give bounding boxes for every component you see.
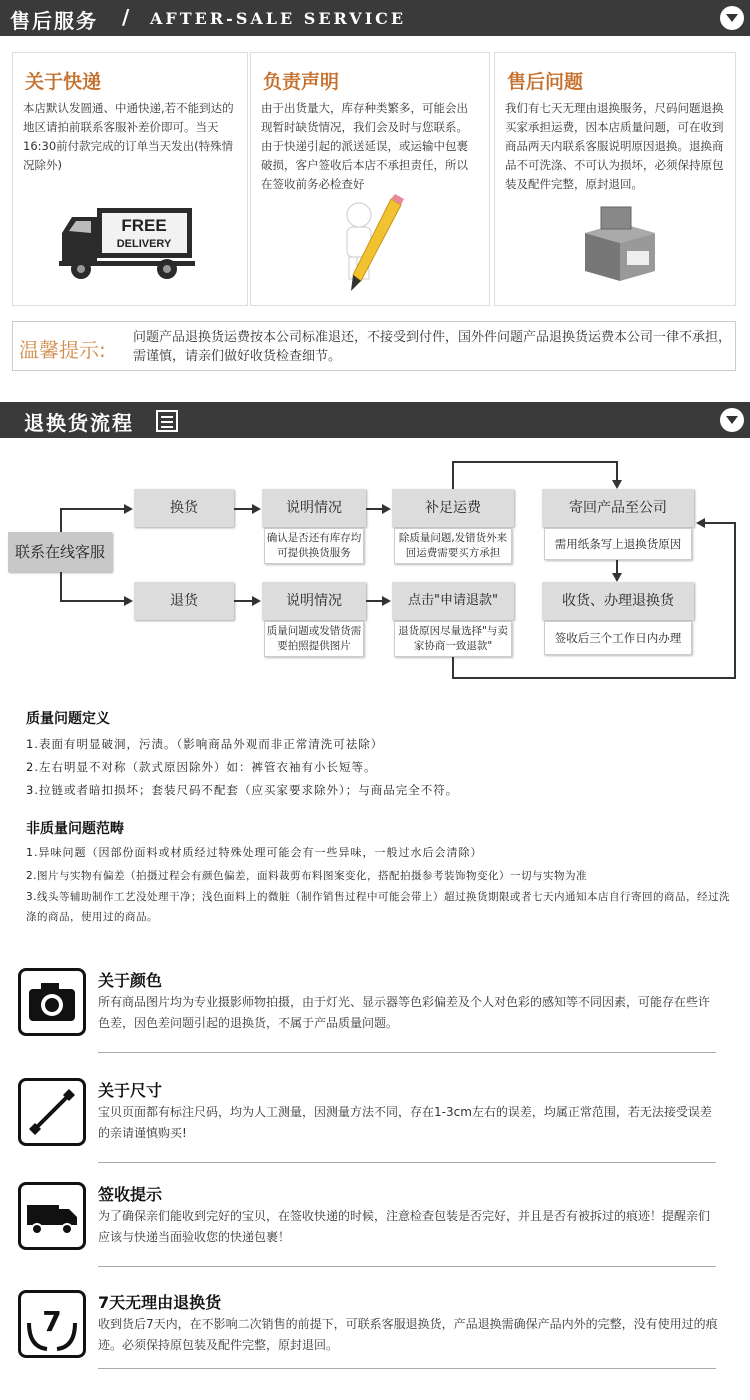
divider (98, 1052, 716, 1053)
quality-item: 3.拉链或者暗扣损坏；套装尺码不配套（应买家要求除外）；与商品完全不符。 (26, 783, 459, 797)
warm-tip-label: 温馨提示: (19, 338, 106, 362)
flow-explain-exchange-sub: 确认是否还有库存均可提供换货服务 (264, 528, 364, 564)
after-sale-header (0, 0, 750, 36)
divider (98, 1266, 716, 1267)
panel-text: 本店默认发圆通、中通快递,若不能到达的地区请拍前联系客服补差价即可。当天16:30前付款完成的订单当天发出(特殊情况除外) (23, 101, 234, 172)
nonquality-item: 1.异味问题（因部份面料或材质经过特殊处理可能会有一些异味，一般过水后会清除） (26, 846, 483, 859)
flow-refund: 退货 (134, 582, 234, 620)
panel-title: 负责声明 (263, 71, 340, 93)
flow-click-refund: 点击"申请退款" (392, 582, 514, 620)
flow-send-back-sub: 需用纸条写上退换货原因 (544, 528, 692, 560)
panel-express (12, 52, 248, 306)
after-sale-title-cn: 售后服务 (10, 9, 98, 33)
title-slash: / (122, 5, 130, 29)
flow-contact-service: 联系在线客服 (8, 532, 112, 572)
note-title: 关于尺寸 (98, 1081, 163, 1100)
flow-add-shipping: 补足运费 (392, 489, 514, 527)
panel-title: 售后问题 (507, 71, 584, 93)
panel-text: 我们有七天无理由退换服务，尺码问题退换买家承担运费，因本店质量问题，可在收到商品两天内联系客服说明原因退换。退换商品不可洗涤、不可认为损坏，必须保持原包装及配件完整，原封退回。 (505, 101, 724, 191)
note-title: 7天无理由退换货 (98, 1293, 222, 1312)
flow-explain-refund-sub: 质量问题或发错货需要拍照提供图片 (264, 621, 364, 657)
document-icon (156, 410, 178, 432)
truck-icon (18, 1182, 86, 1250)
note-text: 宝贝页面都有标注尺码，均为人工测量，因测量方法不同，存在1-3cm左右的误差，均属正常范围，若无法接受误差的亲请谨慎购买! (98, 1105, 712, 1140)
flow-click-refund-sub: 退货原因尽量选择"与卖家协商一致退款" (394, 621, 512, 657)
nonquality-item: 3.线头等辅助制作工艺没处理干净；浅色面料上的微脏（制作销售过程中可能会带上）超过换货期限或者七天内通知本店自行寄回的商品，经过洗涤的商品，使用过的商品。 (26, 891, 731, 923)
note-color (18, 968, 718, 1078)
quality-title: 质量问题定义 (26, 711, 110, 727)
note-size (18, 1078, 718, 1188)
note-text: 收到货后7天内，在不影响二次销售的前提下，可联系客服退换货，产品退换需确保产品内外的完整，没有使用过的痕迹。必须保持原包装及配件完整，原封退回。 (98, 1317, 718, 1352)
package-box-icon (575, 203, 665, 283)
seven-days-icon (18, 1290, 86, 1358)
warm-tip-text: 问题产品退换货运费按本公司标准退还，不接受到付件，国外件问题产品退换货运费本公司一律不承担，需谨慎，请亲们做好收货检查细节。 (133, 330, 732, 364)
panel-text: 由于出货量大，库存种类繁多，可能会出现暂时缺货情况，我们会及时与您联系。由于快递引起的派送延误，或运输中包裹破损，客户签收后本店不承担责任，所以在签收前务必检查好 (261, 101, 468, 191)
flow-add-shipping-sub: 除质量问题,发错货外来回运费需要买方承担 (394, 528, 512, 564)
flow-exchange: 换货 (134, 489, 234, 527)
flow-explain-exchange: 说明情况 (262, 489, 366, 527)
return-flow-title: 退换货流程 (24, 411, 134, 435)
nonquality-title: 非质量问题范畴 (26, 821, 124, 837)
svg-text:7: 7 (42, 1305, 62, 1338)
flow-explain-refund: 说明情况 (262, 582, 366, 620)
note-seven-days (18, 1290, 718, 1400)
panel-disclaimer (250, 52, 490, 306)
chevron-down-icon[interactable] (720, 6, 744, 30)
note-text: 所有商品图片均为专业摄影师物拍摄，由于灯光、显示器等色彩偏差及个人对色彩的感知等不同因素，可能存在些许色差，因色差问题引起的退换货，不属于产品质量问题。 (98, 995, 711, 1030)
divider (98, 1162, 716, 1163)
note-text: 为了确保亲们能收到完好的宝贝，在签收快递的时候，注意检查包装是否完好，并且是否有被拆过的痕迹！提醒亲们应该与快递当面验收您的快递包裹！ (98, 1209, 711, 1244)
panel-title: 关于快递 (25, 71, 102, 93)
divider (98, 1368, 716, 1369)
pencil-man-icon (329, 193, 409, 293)
note-sign (18, 1182, 718, 1292)
flow-receive-process: 收货、办理退换货 (542, 582, 694, 620)
after-sale-title-en: AFTER-SALE SERVICE (150, 9, 407, 28)
return-flow-header (0, 402, 750, 438)
truck-text-delivery: DELIVERY (116, 238, 172, 250)
note-title: 关于颜色 (98, 971, 163, 990)
panel-after-sale (494, 52, 736, 306)
measure-icon (18, 1078, 86, 1146)
quality-item: 1.表面有明显破洞，污渍。（影响商品外观而非正常清洗可祛除） (26, 737, 384, 751)
flow-receive-process-sub: 签收后三个工作日内办理 (544, 621, 692, 655)
camera-icon (18, 968, 86, 1036)
quality-item: 2.左右明显不对称（款式原因除外）如：裤管衣袖有小长短等。 (26, 760, 377, 774)
free-delivery-truck-icon (57, 203, 197, 283)
nonquality-item: 2.图片与实物有偏差（拍摄过程会有颜色偏差，面料裁剪布料图案变化，搭配拍摄参考装饰物变化）一切与实物为准 (26, 870, 588, 882)
flow-send-back: 寄回产品至公司 (542, 489, 694, 527)
warm-tip (12, 321, 736, 371)
truck-text-free: FREE (121, 216, 167, 235)
chevron-down-icon[interactable] (720, 408, 744, 432)
note-title: 签收提示 (98, 1185, 163, 1204)
